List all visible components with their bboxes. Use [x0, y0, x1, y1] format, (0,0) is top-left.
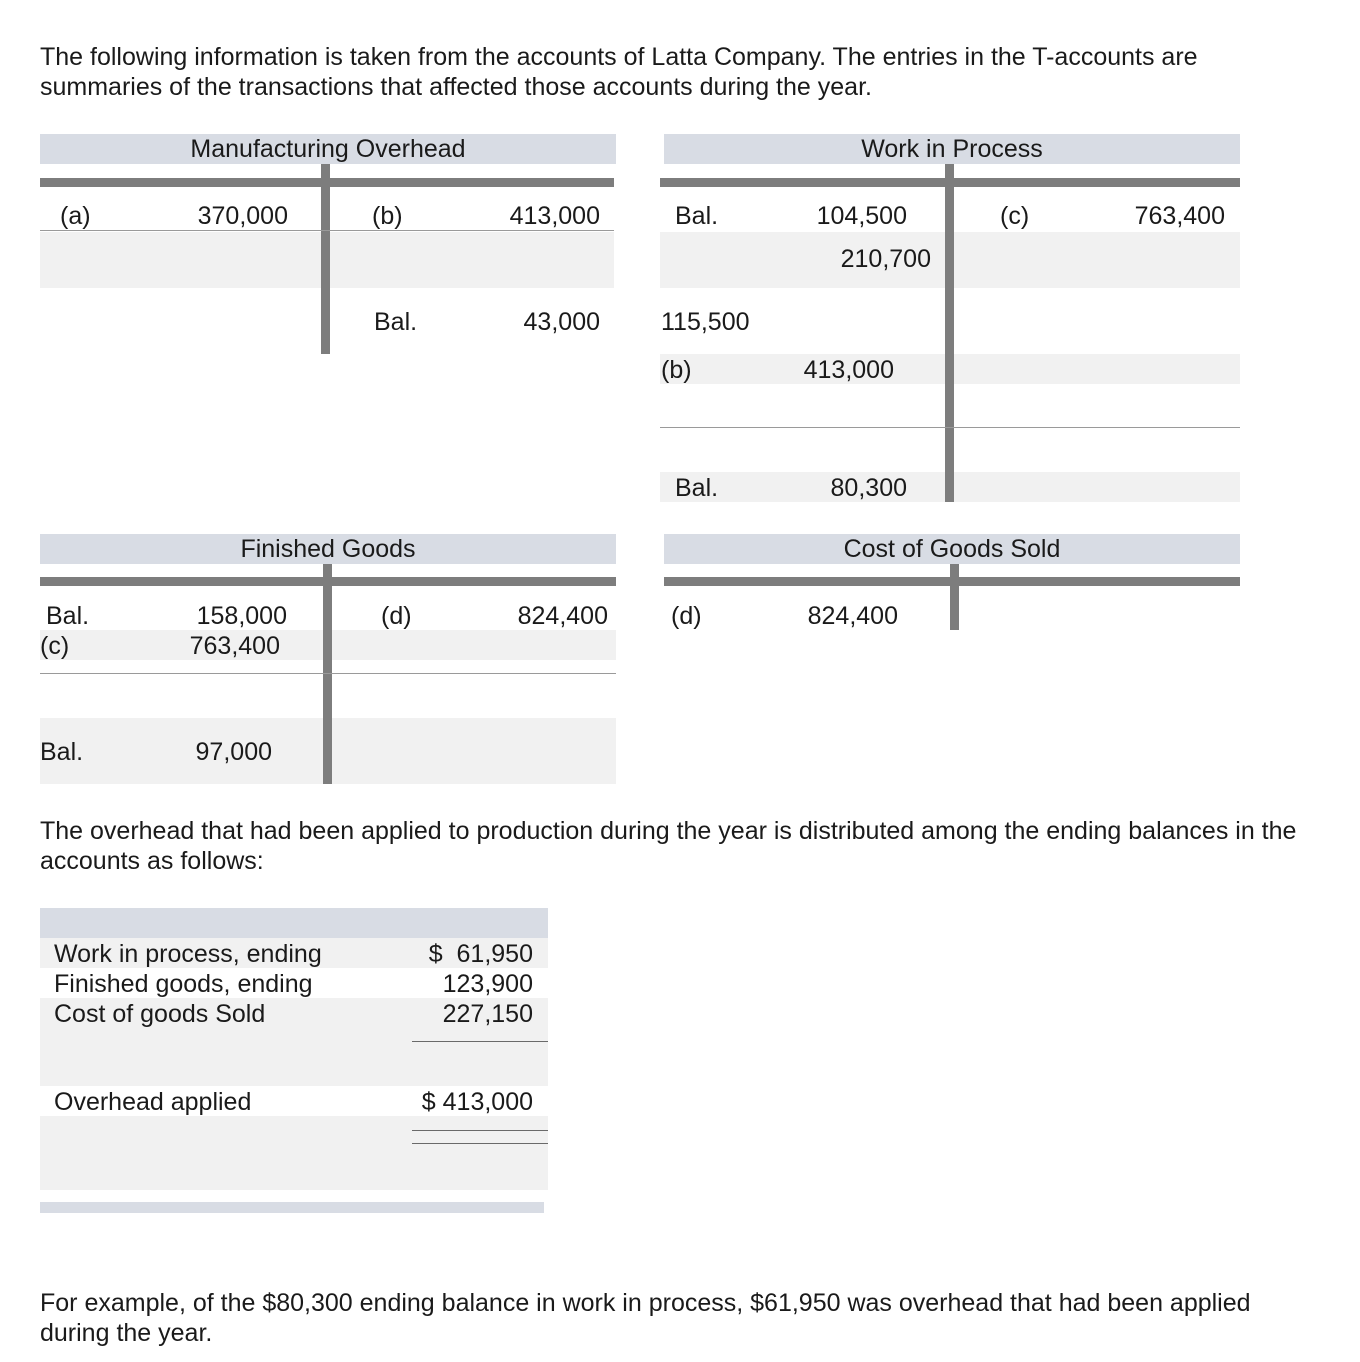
table-row-label: Finished goods, ending [54, 970, 313, 998]
entry-amount: 824,400 [517, 602, 608, 630]
table-row-amount: 227,150 [442, 1000, 533, 1028]
entry-label: Bal. [675, 202, 719, 230]
entry-label: Bal. [46, 602, 90, 630]
t-account-center-rule [950, 564, 959, 630]
row-shade [40, 1116, 548, 1190]
entry-amount: 763,400 [1134, 202, 1225, 230]
entry-label: (a) [60, 202, 91, 230]
account-title: Cost of Goods Sold [843, 535, 1061, 563]
table-row-amount: 123,900 [442, 970, 533, 998]
entry-amount: 824,400 [807, 602, 898, 630]
entry-amount: 115,500 [661, 308, 750, 336]
entry-amount: 158,000 [196, 602, 287, 630]
balance-amount: 43,000 [523, 308, 600, 336]
divider [40, 673, 616, 674]
t-account-center-rule [945, 164, 954, 502]
table-header-band [40, 908, 548, 938]
table-footer-band [40, 1202, 544, 1213]
total-label: Overhead applied [54, 1088, 252, 1116]
t-account-center-rule [323, 564, 332, 784]
row-shade [332, 630, 616, 660]
balance-amount: 80,300 [830, 474, 907, 502]
subtotal-rule [412, 1041, 548, 1042]
entry-label: (d) [381, 602, 412, 630]
distribution-intro: The overhead that had been applied to production during the year is distributed among the ending balances in the accounts as follows: [40, 817, 1297, 875]
entry-amount: 370,000 [197, 202, 288, 230]
entry-amount: 210,700 [840, 245, 931, 273]
row-shade [40, 1028, 548, 1086]
divider [660, 427, 1240, 428]
total-amount: $ 413,000 [421, 1088, 533, 1116]
entry-amount: 763,400 [189, 632, 280, 660]
balance-label: Bal. [675, 474, 719, 502]
total-double-rule [412, 1143, 548, 1144]
table-row-amount: $ 61,950 [428, 940, 533, 968]
row-shade [40, 232, 321, 288]
t-account-center-rule [321, 164, 330, 354]
row-shade [954, 354, 1240, 384]
entry-amount: 104,500 [816, 202, 907, 230]
balance-label: Bal. [374, 308, 418, 336]
row-shade [330, 232, 614, 288]
row-shade [954, 232, 1240, 288]
account-title: Finished Goods [240, 535, 416, 563]
entry-label: (b) [372, 202, 403, 230]
row-shade [332, 718, 616, 784]
balance-label: Bal. [40, 738, 84, 766]
account-title: Manufacturing Overhead [190, 135, 466, 163]
total-double-rule [412, 1130, 548, 1131]
entry-amount: 413,000 [803, 356, 894, 384]
account-title: Work in Process [861, 135, 1043, 163]
entry-amount: 413,000 [509, 202, 600, 230]
example-text: For example, of the $80,300 ending balance in work in process, $61,950 was overhead that had been applied during the year. [40, 1289, 1251, 1347]
table-row-label: Work in process, ending [54, 940, 322, 968]
entry-label: (d) [671, 602, 702, 630]
entry-label: (c) [40, 632, 70, 660]
entry-label: (b) [661, 356, 692, 384]
balance-amount: 97,000 [195, 738, 272, 766]
row-shade [954, 472, 1240, 502]
intro-text: The following information is taken from the accounts of Latta Company. The entries in the T-accounts are summaries of the transactions that affected those accounts during the year. [40, 43, 1198, 101]
entry-label: (c) [1000, 202, 1030, 230]
table-row-label: Cost of goods Sold [54, 1000, 266, 1028]
